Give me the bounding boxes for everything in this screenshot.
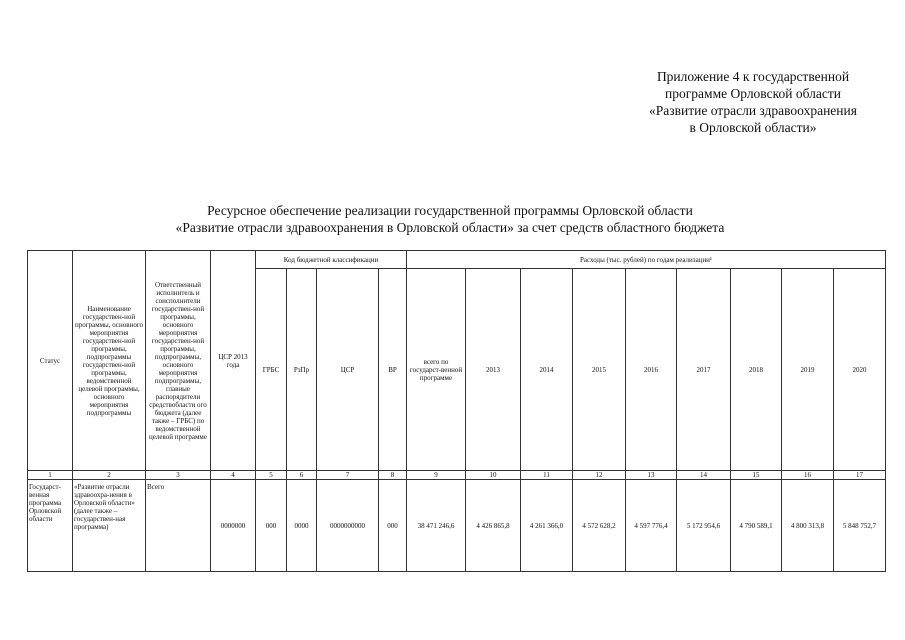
row-value-2020: 5 848 752,7 <box>834 480 886 572</box>
appendix-line-3: «Развитие отрасли здравоохранения <box>649 103 857 118</box>
header-year-2016: 2016 <box>626 269 677 471</box>
header-budget-code-group: Код бюджетной классификации <box>256 251 407 269</box>
column-number: 11 <box>521 471 573 480</box>
resource-table <box>27 250 886 572</box>
column-number: 9 <box>407 471 466 480</box>
column-number: 16 <box>782 471 834 480</box>
column-number: 12 <box>573 471 626 480</box>
row-value-2019: 4 800 313,8 <box>782 480 834 572</box>
header-grbs: ГРБС <box>256 269 287 471</box>
table-row <box>28 480 886 572</box>
row-value-2016: 4 597 776,4 <box>626 480 677 572</box>
row-value-2013: 4 426 865,8 <box>466 480 521 572</box>
row-status: Государст-венная программа Орловской области <box>28 480 73 572</box>
column-number: 13 <box>626 471 677 480</box>
header-expenses-group: Расходы (тыс. рублей) по годам реализации¹ <box>407 251 886 269</box>
header-year-2015: 2015 <box>573 269 626 471</box>
column-number: 5 <box>256 471 287 480</box>
row-responsible: Всего <box>146 480 211 572</box>
row-value-2014: 4 261 366,0 <box>521 480 573 572</box>
header-responsible: Ответственный исполнитель и соисполнители государствен-ной программы, основного мероприятия государствен-ной программы, подпрограммы, основного мероприятия подпрограммы, главные распорядители средствобласти ого бюджета (далее также – ГРБС) по ведомственной целевой программе <box>146 251 211 471</box>
header-name: Наименование государствен-ной программы, основного мероприятия государствен-ной программы, подпрограммы государствен-ной программы, ведомственной целевой программы, основного мероприятия подпрограммы <box>73 251 146 471</box>
column-number: 4 <box>211 471 256 480</box>
header-year-2013: 2013 <box>466 269 521 471</box>
header-year-2014: 2014 <box>521 269 573 471</box>
appendix-line-4: в Орловской области» <box>689 120 817 135</box>
header-year-2020: 2020 <box>834 269 886 471</box>
column-number: 15 <box>731 471 782 480</box>
row-value-2015: 4 572 628,2 <box>573 480 626 572</box>
header-vr: ВР <box>379 269 407 471</box>
column-number: 8 <box>379 471 407 480</box>
row-total: 38 471 246,6 <box>407 480 466 572</box>
row-vr: 000 <box>379 480 407 572</box>
header-csr: ЦСР <box>317 269 379 471</box>
header-year-2018: 2018 <box>731 269 782 471</box>
column-number: 14 <box>677 471 731 480</box>
row-value-2018: 4 790 589,1 <box>731 480 782 572</box>
appendix-header <box>628 68 878 136</box>
column-number: 17 <box>834 471 886 480</box>
header-year-2019: 2019 <box>782 269 834 471</box>
column-number: 7 <box>317 471 379 480</box>
header-csr-2013: ЦСР 2013 года <box>211 251 256 471</box>
row-value-2017: 5 172 954,6 <box>677 480 731 572</box>
row-csr-2013: 0000000 <box>211 480 256 572</box>
document-title <box>140 202 760 236</box>
header-total: всего по государст-венной программе <box>407 269 466 471</box>
column-number: 3 <box>146 471 211 480</box>
column-number: 10 <box>466 471 521 480</box>
row-name: «Развитие отрасли здравоохра-нения в Орловской области» (далее также – государствен-ная программа) <box>73 480 146 572</box>
appendix-line-1: Приложение 4 к государственной <box>656 69 850 84</box>
column-number-row <box>28 471 886 480</box>
header-status: Статус <box>28 251 73 471</box>
column-number: 6 <box>287 471 317 480</box>
title-line-2: «Развитие отрасли здравоохранения в Орловской области» за счет средств областного бюджета <box>175 220 725 235</box>
row-grbs: 000 <box>256 480 287 572</box>
appendix-line-2: программе Орловской области <box>665 86 841 101</box>
column-number: 2 <box>73 471 146 480</box>
title-line-1: Ресурсное обеспечение реализации государственной программы Орловской области <box>207 203 693 218</box>
row-csr: 0000000000 <box>317 480 379 572</box>
column-number: 1 <box>28 471 73 480</box>
row-rzpr: 0000 <box>287 480 317 572</box>
header-rzpr: РзПр <box>287 269 317 471</box>
header-year-2017: 2017 <box>677 269 731 471</box>
